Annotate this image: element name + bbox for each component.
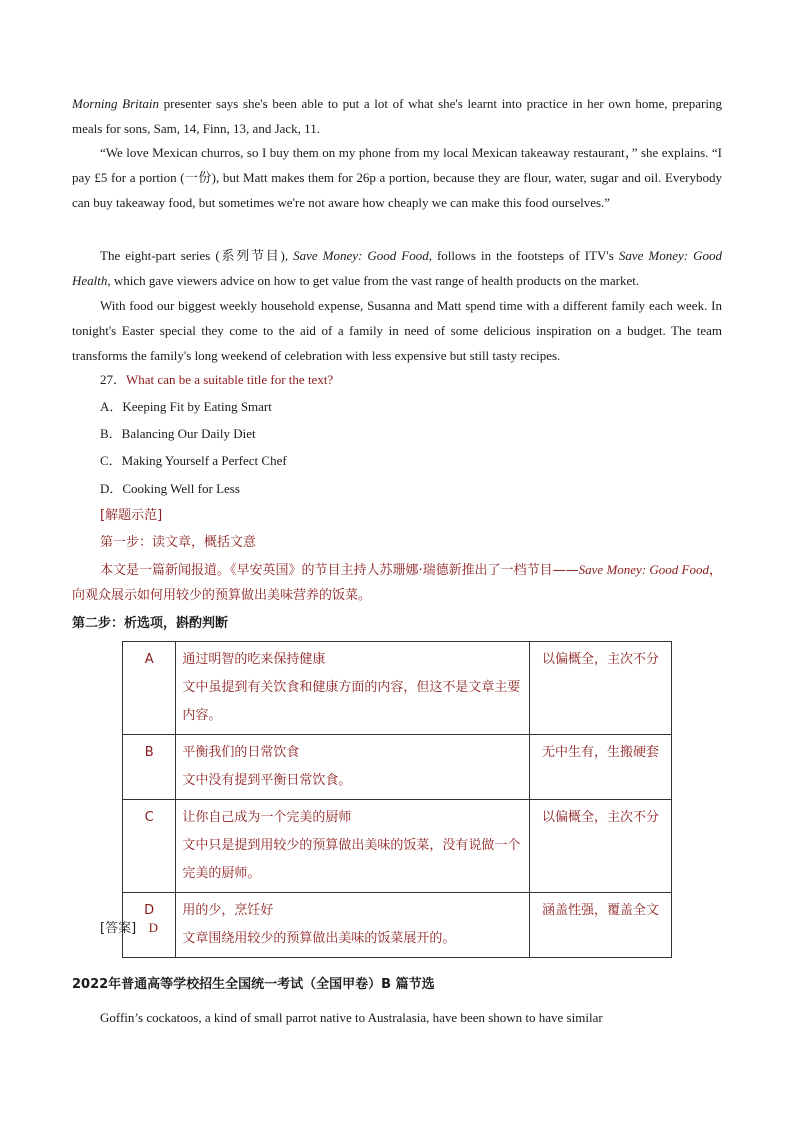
paragraph-1: [72, 91, 722, 141]
row-letter: D: [123, 893, 176, 958]
answer-value: D: [148, 920, 158, 935]
table-row: [123, 893, 672, 958]
series-title: Save Money: Good Food,: [293, 248, 432, 263]
row-title: 平衡我们的日常饮食: [182, 745, 300, 760]
previous-series-title: Save Money: Good Health,: [72, 248, 722, 288]
paragraph-3-text-e: which gave viewers advice on how to get value from the vast range of health products on the market.: [110, 273, 640, 288]
row-content: [176, 735, 530, 800]
question-text: What can be a suitable title for the text?: [126, 372, 334, 387]
row-note: 文中虽提到有关饮食和健康方面的内容，但这不是文章主要内容。: [182, 680, 521, 723]
row-verdict: 无中生有，生搬硬套: [529, 735, 671, 800]
show-title: Morning Britain: [72, 96, 159, 111]
question-27: [100, 367, 333, 392]
option-d: D．Cooking Well for Less: [100, 481, 240, 496]
options-analysis-table: [122, 641, 672, 958]
section-title: 2022年普通高等学校招生全国统一考试（全国甲卷）B 篇节选: [72, 977, 435, 992]
summary-text-c: ，向观众展示如何用较少的预算做出美味营养的饭菜。: [72, 563, 722, 603]
row-verdict: 以偏概全，主次不分: [529, 800, 671, 893]
table-row: [123, 735, 672, 800]
row-note: 文中没有提到平衡日常饮食。: [182, 773, 352, 788]
paragraph-3-text-c: follows in the footsteps of ITV's: [431, 248, 619, 263]
solution-header: [解题示范]: [100, 508, 163, 523]
option-c: C．Making Yourself a Perfect Chef: [100, 453, 287, 468]
option-a: A．Keeping Fit by Eating Smart: [100, 399, 272, 414]
row-content: [176, 893, 530, 958]
row-content: [176, 800, 530, 893]
step-1-heading: 第一步：读文章，概括文意: [100, 535, 257, 550]
row-content: [176, 642, 530, 735]
row-verdict: 涵盖性强，覆盖全文: [529, 893, 671, 958]
next-passage-paragraph: Goffin’s cockatoos, a kind of small parrot native to Australasia, have been shown to have similar: [100, 1010, 603, 1025]
row-verdict: 以偏概全，主次不分: [529, 642, 671, 735]
table-row: [123, 642, 672, 735]
row-note: 文章围绕用较少的预算做出美味的饭菜展开的。: [182, 931, 456, 946]
option-b: B．Balancing Our Daily Diet: [100, 426, 256, 441]
answer-line: [100, 915, 158, 941]
row-letter: A: [123, 642, 176, 735]
question-number: 27．: [100, 372, 127, 387]
paragraph-3: [72, 243, 722, 293]
answer-label: [答案]: [100, 921, 137, 936]
row-title: 通过明智的吃来保持健康: [182, 652, 326, 667]
paragraph-3-text-a: The eight-part series (系列节目),: [100, 248, 294, 263]
row-letter: C: [123, 800, 176, 893]
step-2-heading: 第二步：析选项，斟酌判断: [72, 616, 229, 631]
paragraph-1-text: presenter says she's been able to put a lot of what she's learnt into practice in her own home, preparing meals for sons, Sam, 14, Finn, 13, and Jack, 11.: [72, 96, 722, 136]
summary-paragraph: [72, 557, 722, 608]
paragraph-2: “We love Mexican churros, so I buy them on my phone from my local Mexican takeaway restaurant，” she explains. “I pay £5 for a portion (一份), but Matt makes them for 26p a portion, because they are flour, water, sugar and oil. Everybody can buy takeaway food, but sometimes we're not aware how cheaply we can make this food ourselves.”: [72, 145, 722, 210]
row-title: 用的少，烹饪好: [182, 903, 274, 918]
row-letter: B: [123, 735, 176, 800]
table-row: [123, 800, 672, 893]
row-note: 文中只是提到用较少的预算做出美味的饭菜，没有说做一个完美的厨师。: [182, 838, 521, 881]
summary-text-a: 本文是一篇新闻报道。《早安英国》的节目主持人苏珊娜·瑞德新推出了一档节目——: [100, 563, 579, 578]
paragraph-4: With food our biggest weekly household expense, Susanna and Matt spend time with a different family each week. In tonight's Easter special they come to the aid of a family in need of some delicious inspiration on a budget. The team transforms the family's long weekend of celebration with less expensive but still tasty recipes.: [72, 298, 722, 363]
row-title: 让你自己成为一个完美的厨师: [182, 810, 352, 825]
summary-series-title: Save Money: Good Food: [578, 562, 709, 577]
